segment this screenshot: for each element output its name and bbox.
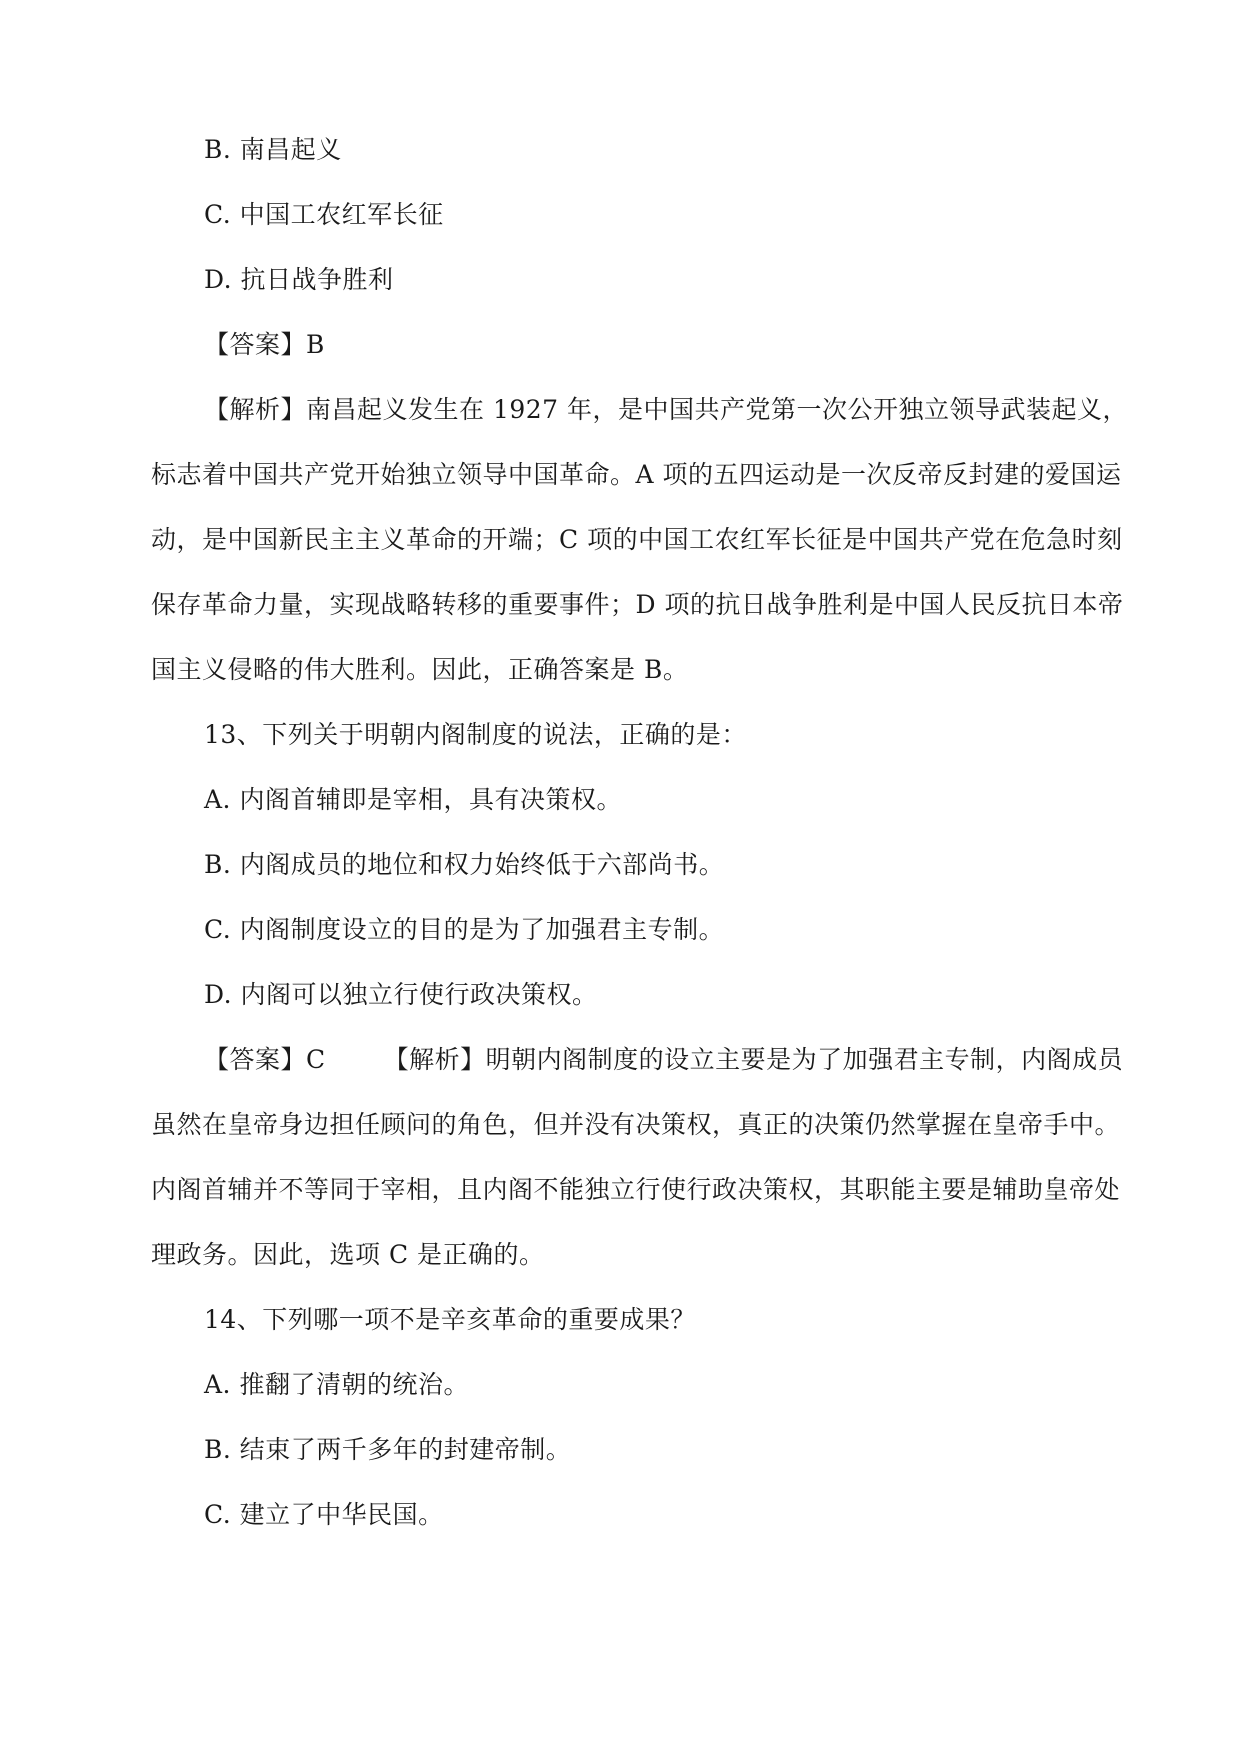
q13-analysis-first: 【解析】明朝内阁制度的设立主要是为了加强君主专制，内阁成员 bbox=[383, 1045, 1124, 1074]
q13-answer: 【答案】C bbox=[204, 1045, 326, 1074]
q12-analysis-line: 国主义侵略的伟大胜利。因此，正确答案是 B。 bbox=[151, 655, 689, 684]
q13-analysis-line: 虽然在皇帝身边担任顾问的角色，但并没有决策权，真正的决策仍然掌握在皇帝手中。 bbox=[151, 1110, 1121, 1139]
q14-option-b: B. 结束了两千多年的封建帝制。 bbox=[204, 1435, 572, 1464]
q12-analysis-line: 标志着中国共产党开始独立领导中国革命。A 项的五四运动是一次反帝反封建的爱国运 bbox=[151, 460, 1122, 489]
q13-option-c: C. 内阁制度设立的目的是为了加强君主专制。 bbox=[204, 915, 725, 944]
q12-option-d: D. 抗日战争胜利 bbox=[204, 265, 394, 294]
q12-analysis-line: 保存革命力量，实现战略转移的重要事件；D 项的抗日战争胜利是中国人民反抗日本帝 bbox=[151, 590, 1124, 619]
q13-analysis-line: 内阁首辅并不等同于宰相，且内阁不能独立行使行政决策权，其职能主要是辅助皇帝处 bbox=[151, 1175, 1121, 1204]
q14-option-a: A. 推翻了清朝的统治。 bbox=[204, 1370, 469, 1399]
q12-analysis-line: 【解析】南昌起义发生在 1927 年，是中国共产党第一次公开独立领导武装起义， bbox=[204, 395, 1129, 424]
q12-analysis-line: 动，是中国新民主主义革命的开端；C 项的中国工农红军长征是中国共产党在危急时刻 bbox=[151, 525, 1123, 554]
q12-option-b: B. 南昌起义 bbox=[204, 135, 342, 164]
q13-answer-line bbox=[204, 1044, 1123, 1076]
q13-option-b: B. 内阁成员的地位和权力始终低于六部尚书。 bbox=[204, 850, 725, 879]
q13-option-d: D. 内阁可以独立行使行政决策权。 bbox=[204, 980, 598, 1009]
q13-option-a: A. 内阁首辅即是宰相，具有决策权。 bbox=[204, 785, 622, 814]
q12-answer: 【答案】B bbox=[204, 330, 325, 359]
q14-option-c: C. 建立了中华民国。 bbox=[204, 1500, 444, 1529]
q12-option-c: C. 中国工农红军长征 bbox=[204, 200, 444, 229]
q13-analysis-line: 理政务。因此，选项 C 是正确的。 bbox=[151, 1240, 545, 1269]
q13-question: 13、下列关于明朝内阁制度的说法，正确的是： bbox=[204, 720, 747, 749]
q14-question: 14、下列哪一项不是辛亥革命的重要成果？ bbox=[204, 1305, 696, 1334]
